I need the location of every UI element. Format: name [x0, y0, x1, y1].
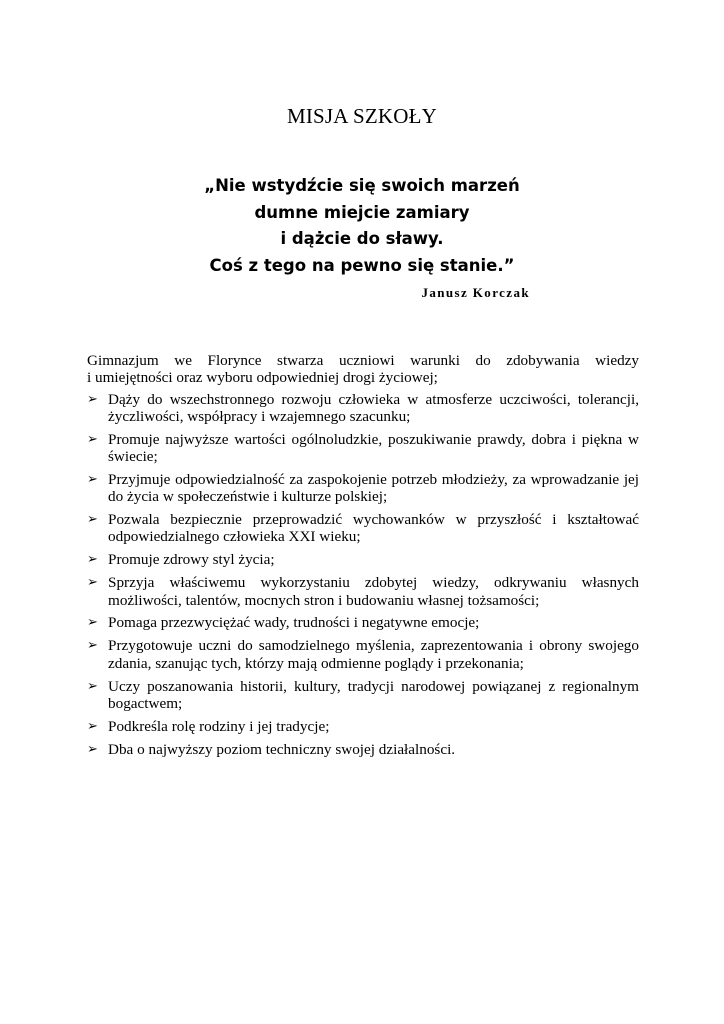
arrowhead-bullet-icon: ➢: [87, 512, 98, 528]
arrowhead-bullet-icon: ➢: [87, 638, 98, 654]
quote-block: [0, 173, 724, 279]
list-item-text: Przygotowuje uczni do samodzielnego myślenia, zaprezentowania i obrony swojego zdania, szanując tych, którzy mają odmienne poglądy i przekonania;: [108, 637, 639, 672]
list-item: [87, 471, 639, 506]
list-item: [87, 431, 639, 466]
quote-line: dumne miejcie zamiary: [254, 202, 470, 222]
list-item-text: Podkreśla rolę rodziny i jej tradycje;: [108, 717, 330, 735]
list-item-text: Przyjmuje odpowiedzialność za zaspokojenie potrzeb młodzieży, za wprowadzanie jej do życia w społeczeństwie i kulturze polskiej;: [108, 470, 639, 506]
arrowhead-bullet-icon: ➢: [87, 552, 98, 568]
list-item: [87, 637, 639, 672]
list-item-text: Dba o najwyższy poziom techniczny swojej działalności.: [108, 740, 456, 758]
intro-paragraph: [87, 352, 639, 387]
list-item-text: Pozwala bezpiecznie przeprowadzić wychowanków w przyszłość i kształtować odpowiedzialnego człowieka XXI wieku;: [108, 511, 639, 546]
list-item-text: Promuje zdrowy styl życia;: [108, 551, 275, 569]
quote-line: i dążcie do sławy.: [280, 229, 444, 248]
list-item-text: Pomaga przezwyciężać wady, trudności i negatywne emocje;: [108, 614, 480, 632]
intro-line: Gimnazjum we Florynce stwarza uczniowi warunki do zdobywania wiedzy: [87, 352, 639, 369]
list-item: [87, 511, 639, 546]
arrowhead-bullet-icon: ➢: [87, 615, 98, 631]
list-item-text: Sprzyja właściwemu wykorzystaniu zdobytej wiedzy, odkrywaniu własnych możliwości, talentów, mocnych stron i budowaniu własnej tożsamości;: [108, 574, 639, 609]
list-item: [87, 741, 639, 758]
list-item: [87, 718, 639, 735]
list-item: [87, 614, 639, 631]
intro-line: i umiejętności oraz wyboru odpowiedniej drogi życiowej;: [87, 369, 438, 387]
list-item-text: Uczy poszanowania historii, kultury, tradycji narodowej powiązanej z regionalnym bogactwem;: [108, 677, 639, 712]
list-item: [87, 678, 639, 713]
arrowhead-bullet-icon: ➢: [87, 741, 98, 757]
arrowhead-bullet-icon: ➢: [87, 718, 98, 734]
list-item-text: Promuje najwyższe wartości ogólnoludzkie, poszukiwanie prawdy, dobra i piękna w świecie;: [108, 430, 639, 466]
arrowhead-bullet-icon: ➢: [87, 678, 98, 694]
arrowhead-bullet-icon: ➢: [87, 431, 98, 447]
list-item: [87, 551, 639, 568]
list-item: [87, 391, 639, 426]
mission-content: [87, 352, 639, 763]
list-item-text: Dąży do wszechstronnego rozwoju człowieka w atmosferze uczciwości, tolerancji, życzliwości, współpracy i wzajemnego szacunku;: [108, 390, 639, 425]
list-item: [87, 574, 639, 609]
page-title: MISJA SZKOŁY: [286, 104, 437, 128]
arrowhead-bullet-icon: ➢: [87, 471, 98, 487]
quote-line: „Nie wstydźcie się swoich marzeń: [204, 176, 520, 195]
arrowhead-bullet-icon: ➢: [87, 575, 98, 591]
quote-line: Coś z tego na pewno się stanie.”: [209, 255, 515, 275]
arrowhead-bullet-icon: ➢: [87, 391, 98, 407]
mission-list: [87, 391, 639, 758]
quote-author: Janusz Korczak: [421, 285, 530, 300]
